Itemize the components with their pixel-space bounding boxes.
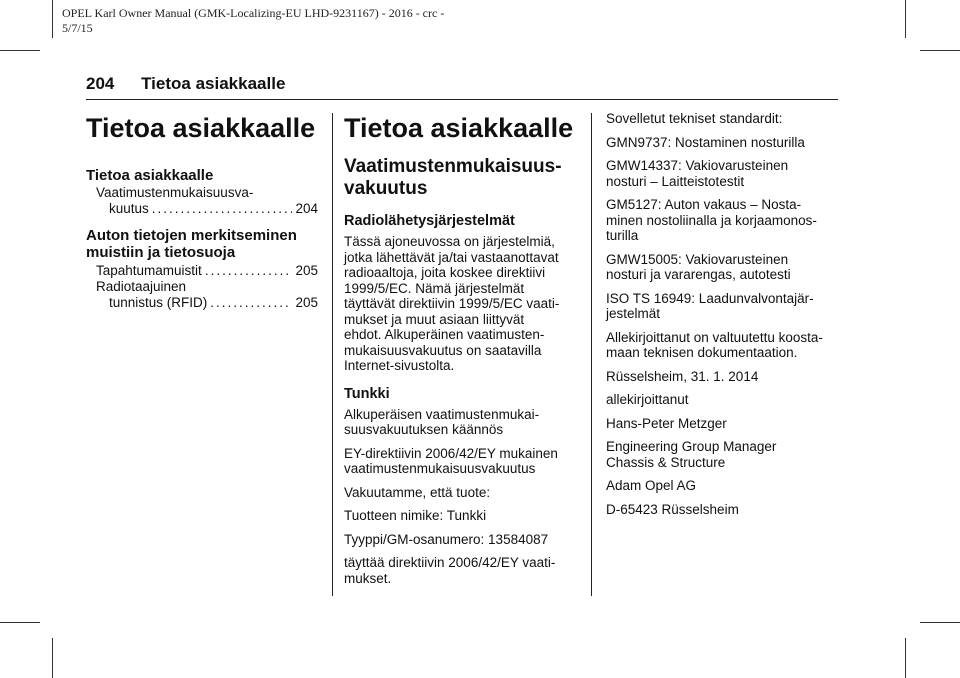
jack-paragraph xyxy=(344,555,576,586)
text-line: suusvakuutuksen käännös xyxy=(344,422,504,437)
text-line: GM5127: Auton vakaus – Nosta- xyxy=(606,197,802,212)
toc-section-heading-line: muistiin ja tietosuoja xyxy=(86,244,236,261)
text-line: GMW15005: Vakiovarusteinen xyxy=(606,251,789,267)
text-line: mukaisuusvakuutus on saatavilla xyxy=(344,342,542,358)
crop-mark xyxy=(52,0,53,38)
crop-mark xyxy=(920,622,960,623)
declaration-heading xyxy=(344,156,576,200)
text-line: EY-direktiivin 2006/42/EY mukainen xyxy=(344,445,558,461)
signature-paragraph xyxy=(606,416,842,432)
text-line: minen nostoliinalla ja korjaamonos- xyxy=(606,212,817,228)
column-divider xyxy=(591,113,592,596)
radio-systems-heading: Radiolähetysjärjestelmät xyxy=(344,213,515,229)
signature-paragraph xyxy=(606,369,842,385)
text-line: Internet-sivustolta. xyxy=(344,358,455,373)
standards-paragraph xyxy=(606,197,842,244)
toc-entry[interactable] xyxy=(86,185,318,217)
text-line: radioaaltoja, joita koskee direktiivi xyxy=(344,265,546,280)
toc-leader-dots xyxy=(205,263,293,279)
declaration-heading-line: Vaatimustenmukaisuus- xyxy=(344,156,562,177)
document-meta-date: 5/7/15 xyxy=(62,21,93,35)
text-line: Hans-Peter Metzger xyxy=(606,415,727,431)
text-line: jestelmät xyxy=(606,306,661,321)
crop-mark xyxy=(0,50,40,51)
jack-heading: Tunkki xyxy=(344,385,390,402)
declaration-heading-line: vakuutus xyxy=(344,178,428,199)
text-line: ehdot. Alkuperäinen vaatimusten- xyxy=(344,327,545,342)
toc-page-number: 204 xyxy=(295,201,318,216)
standards-paragraph xyxy=(606,330,842,361)
text-line: Sovelletut tekniset standardit: xyxy=(606,111,783,126)
text-line: Tyyppi/GM-osanumero: 13584087 xyxy=(344,531,549,547)
toc-entry[interactable] xyxy=(86,279,318,311)
signature-paragraph xyxy=(606,502,842,518)
column-divider xyxy=(332,113,333,596)
signature-paragraph xyxy=(606,392,842,408)
text-line: GMW14337: Vakiovarusteinen xyxy=(606,158,789,173)
text-line: täyttää direktiivin 2006/42/EY vaati- xyxy=(344,555,556,570)
content-column xyxy=(344,112,576,586)
running-header-title: Tietoa asiakkaalle xyxy=(141,74,286,93)
text-line: Engineering Group Manager xyxy=(606,439,777,454)
text-line: Rüsselsheim, 31. 1. 2014 xyxy=(606,368,759,384)
text-line: D-65423 Rüsselsheim xyxy=(606,501,739,517)
toc-leader-dots xyxy=(210,295,292,311)
text-line: mukset ja muut asiaan liittyvät xyxy=(344,311,525,327)
toc-entry-label: tunnistus (RFID) xyxy=(109,295,208,310)
radio-systems-text xyxy=(344,234,576,374)
text-line: 1999/5/EC. Nämä järjestelmät xyxy=(344,280,525,296)
crop-mark xyxy=(905,0,906,38)
standards-paragraph xyxy=(606,252,842,283)
toc-section-heading-line: Auton tietojen merkitseminen xyxy=(86,227,297,244)
text-line: Vakuutamme, että tuote: xyxy=(344,484,491,500)
toc-entry[interactable] xyxy=(86,263,318,279)
content-column xyxy=(606,111,842,517)
text-line: Alkuperäisen vaatimustenmukai- xyxy=(344,406,540,422)
header-rule xyxy=(86,99,838,100)
text-line: Tässä ajoneuvossa on järjestelmiä, xyxy=(344,234,555,249)
crop-mark xyxy=(905,638,906,678)
text-line: Allekirjoittanut on valtuutettu koosta- xyxy=(606,329,823,345)
text-line: GMN9737: Nostaminen nosturilla xyxy=(606,134,805,150)
text-line: maan teknisen dokumentaation. xyxy=(606,345,798,360)
crop-mark xyxy=(920,50,960,51)
jack-paragraph xyxy=(344,508,576,524)
text-line: nosturi ja vararengas, autotesti xyxy=(606,267,791,282)
section-title: Tietoa asiakkaalle xyxy=(344,113,574,143)
text-line: turilla xyxy=(606,228,639,243)
jack-paragraph xyxy=(344,485,576,501)
text-line: Adam Opel AG xyxy=(606,478,697,493)
text-line: jotka lähettävät ja/tai vastaanottavat xyxy=(344,249,559,265)
text-line: ISO TS 16949: Laadunvalvontajär- xyxy=(606,290,814,306)
crop-mark xyxy=(0,622,40,623)
page-number: 204 xyxy=(86,74,115,93)
text-line: nosturi – Laitteistotestit xyxy=(606,173,745,189)
signature-paragraph xyxy=(606,439,842,470)
jack-paragraph xyxy=(344,532,576,548)
document-meta xyxy=(62,6,562,36)
toc-column xyxy=(86,112,318,311)
text-line: mukset. xyxy=(344,570,392,586)
toc-entry-label: Vaatimustenmukaisuusva- xyxy=(96,185,254,200)
standards-paragraph xyxy=(606,291,842,322)
toc-title: Tietoa asiakkaalle xyxy=(86,113,316,143)
toc-leader-dots xyxy=(152,201,293,217)
standards-paragraph xyxy=(606,158,842,189)
text-line: Tuotteen nimike: Tunkki xyxy=(344,508,487,523)
text-line: vaatimustenmukaisuusvakuutus xyxy=(344,461,536,476)
text-line: Chassis & Structure xyxy=(606,454,726,470)
toc-section-heading[interactable] xyxy=(86,227,318,261)
crop-mark xyxy=(52,638,53,678)
toc-entry-label: Radiotaajuinen xyxy=(96,279,187,294)
toc-page-number: 205 xyxy=(295,295,318,310)
toc-page-number: 205 xyxy=(295,263,318,278)
document-meta-line: OPEL Karl Owner Manual (GMK-Localizing-EU LHD-9231167) - 2016 - crc - xyxy=(62,6,445,20)
toc-section-heading[interactable]: Tietoa asiakkaalle xyxy=(86,167,214,184)
running-header xyxy=(86,74,285,94)
toc-entry-label: Tapahtumamuistit xyxy=(96,263,202,278)
text-line: allekirjoittanut xyxy=(606,392,689,407)
jack-paragraph xyxy=(344,446,576,477)
standards-paragraph xyxy=(606,135,842,151)
signature-paragraph xyxy=(606,478,842,494)
jack-paragraph xyxy=(344,407,576,438)
text-line: täyttävät direktiivin 1999/5/EC vaati- xyxy=(344,296,560,311)
standards-paragraph xyxy=(606,111,842,127)
toc-entry-label: kuutus xyxy=(109,201,149,216)
